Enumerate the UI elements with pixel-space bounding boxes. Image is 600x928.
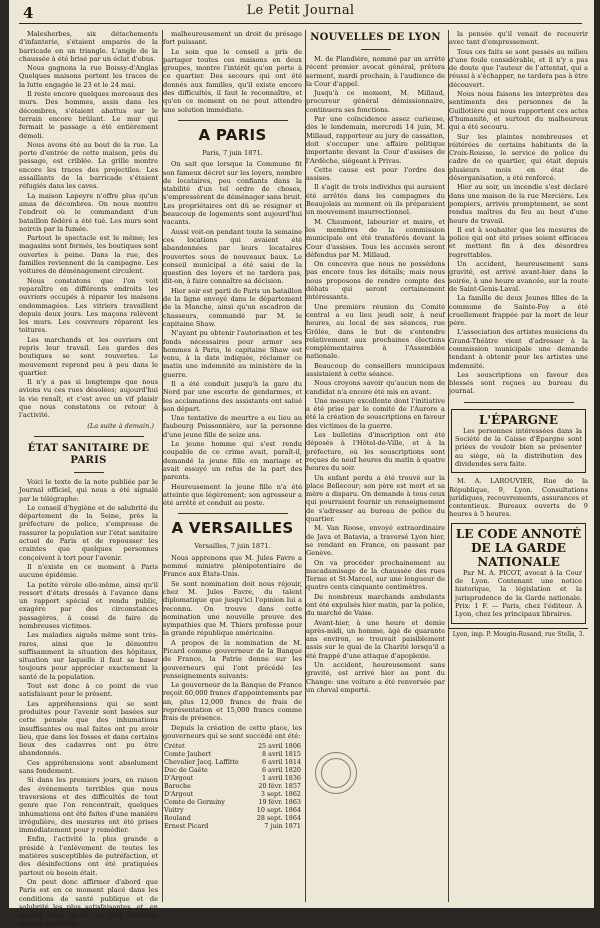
epargne-notice bbox=[451, 409, 586, 473]
governor-name: Baroche bbox=[164, 782, 191, 791]
paragraph: Nous nous faisons les interprètes des sentiments des personnes de la Guillotière qui nous rapportent ces actes d'humanité, et surtout du malheureux qui a été secouru. bbox=[449, 90, 588, 132]
paragraph: Un accident, heureusement sans gravité, est arrivé avant-hier dans la soirée, à une heure avancée, sur la route de Saint-Genis-Laval. bbox=[449, 260, 588, 293]
governor-row bbox=[163, 822, 302, 830]
paragraph: Se sont nomination doit nous réjouir, chez M. Jules Favre, du talent diplomatique que jusqu'ici l'opinion lui a reconnu. On trouve dans cette nomination une nouvelle preuve des sympathies que M. Thiers professe pour la grande république américaine. bbox=[163, 579, 302, 638]
paragraph: Le soin que le conseil a pris de partager toutes ces maisons en deux groupes, montre l'intérêt qu'on porte à ce quartier. Des secours qui ont été donnés aux familles, qu'il existe encore des difficultés, il faut le reconnaître, et qu'en ce moment on ne peut attendre une solution immédiate. bbox=[163, 47, 302, 114]
paragraph: Si dans les premiers jours, en raison des événements terribles que nous traversions et des difficultés de tout genre que l'on rencontrait, quelques inhumations ont été faites d'une manière irrégulière, des mesures ont été prises immédiatement pour y remédier. bbox=[19, 776, 158, 835]
paragraph: La maison Lapeyre n'offre plus qu'un amas de décombres. On nous montre l'endroit où le commandant d'un bataillon fédéré a été tué. Les murs sont noircis par la fumée. bbox=[19, 191, 158, 233]
governor-row bbox=[163, 742, 302, 750]
governor-row bbox=[163, 782, 302, 790]
paragraph: De nombreux marchands ambulants ont été expulsés hier matin, par la police, du marché de Vaise. bbox=[306, 592, 445, 618]
paragraph: Nous constatons que l'on voit reparaître en différents endroits les ouvriers occupés à réparer les maisons endommagées. Les vitriers travaillent depuis deux jours. Les maçons relèvent les murs. Les couvreurs réparent les toitures. bbox=[19, 276, 158, 335]
governor-name: Chevalier Jacq. Laffitte bbox=[164, 758, 239, 767]
governor-name: D'Argout bbox=[164, 774, 194, 783]
lyon-article bbox=[306, 55, 445, 694]
paragraph: Par une coïncidence assez curieuse, dès le lendemain, mercredi 14 juin, M. Millaud, rapporteur au jury de cassation, doit s'occuper une affaire politique importante devant la Cour d'assises de l'Ardèche, siégeant à Privas. bbox=[306, 115, 445, 165]
governor-row bbox=[163, 766, 302, 774]
paragraph: Les appréhensions qui se sont produites pour l'avenir sont basées sur cette pensée que des inhumations insuffisantes ou mal faites ont pu avoir lieu, que dans les fosses et dans certains lieux des cadavres ont pu être abandonnés. bbox=[19, 699, 158, 758]
governor-row bbox=[163, 798, 302, 806]
sanitaire-article bbox=[19, 478, 158, 928]
divider bbox=[361, 49, 391, 50]
paragraph: Le conseil d'hygiène et de salubrité du département de la Seine, près la préfecture de police, s'empresse de rassurer la population sur l'état sanitaire actuel de Paris et de repousser les craintes que quelques personnes conçoivent à tort pour l'avenir. bbox=[19, 503, 158, 562]
divider bbox=[34, 436, 144, 437]
divider bbox=[74, 472, 104, 473]
paragraph: Les bulletins d'inscription ont été déposés à l'Hôtel-de-Ville, et à la préfecture, où les souscriptions sont reçues de neuf heures du matin à quatre heures du soir. bbox=[306, 431, 445, 473]
intro-article bbox=[19, 30, 158, 420]
paragraph: M. Van Roose, envoyé extraordinaire de Java et Batavia, a traversé Lyon hier, se rendant en France, en passant par Genève. bbox=[306, 524, 445, 558]
governor-name: Comte de Germiny bbox=[164, 798, 225, 807]
masthead bbox=[19, 3, 582, 24]
paragraph: Les souscriptions en faveur des blessés sont reçues au bureau du journal. bbox=[449, 370, 588, 396]
section-heading-sanitaire: ÉTAT SANITAIRE DE PARIS bbox=[27, 442, 150, 466]
governor-name: Vuitry bbox=[164, 806, 184, 815]
governors-table bbox=[163, 742, 302, 830]
paragraph: Une première réunion du Comité central a eu lieu jeudi soir, à neuf heures, au local de ses séances, rue Grôlée, dans le but de s'entendre relativement aux prochaines élections complémentaires à l'Assemblée nationale. bbox=[306, 302, 445, 361]
governor-row bbox=[163, 750, 302, 758]
paragraph: L'association des artistes musiciens du Grand-Théâtre vient d'adresser à la commission municipale une demande tendant à obtenir pour les artistes une indemnité. bbox=[449, 328, 588, 370]
paragraph: On va procéder prochainement au macadamisage de la chaussée des rues Terme et St-Marcel, sur une longueur de quatre cents cinquante centimètres. bbox=[306, 558, 445, 592]
dateline-versailles: Versailles, 7 juin 1871. bbox=[194, 542, 271, 551]
paragraph: Sur les plaintes nombreuses et réitérées de certains habitants de la Croix-Rousse, le service de police du cadre de ce quartier, qui était depuis plusieurs mois en état de désorganisation, a été renforcé. bbox=[449, 132, 588, 183]
governor-date: 20 févr. 1857 bbox=[258, 782, 301, 791]
governor-date: 1 avril 1836 bbox=[262, 774, 301, 783]
paragraph: Un enfant perdu a été trouvé sur la place Bellecour; son père est mort et sa mère a disparu. On demande à tous ceux qui pourraient fournir un renseignement de s'adresser au bureau de police du quartier. bbox=[306, 473, 445, 524]
governor-date: 8 avril 1815 bbox=[262, 750, 301, 759]
paragraph: Nous apprenons que M. Jules Favre a nommé ministre plénipotentiaire de France aux États-Unis. bbox=[163, 553, 302, 579]
governor-name: Duc de Gaëte bbox=[164, 766, 208, 775]
paragraph: Nous gagnons la rue Boissy-d'Anglas Quelques maisons portent les traces de la lutte engagée le 23 et le 24 mai. bbox=[19, 64, 158, 89]
governor-name: Ernest Picard bbox=[164, 822, 209, 831]
governor-row bbox=[163, 806, 302, 814]
paragraph: Les marchands et les ouvriers ont repris leur travail. Les gardes des boutiques se sont rouvertes. Le mouvement reprend peu à peu dans le quartier. bbox=[19, 335, 158, 377]
divider bbox=[178, 513, 288, 514]
paragraph: Le gouverneur de la Banque de France reçoit 60,000 francs d'appointements par an, plus 12,000 francs de frais de représentation et 15,000 francs comme frais de présence. bbox=[163, 681, 302, 723]
versailles-article bbox=[163, 554, 302, 741]
paragraph: Il n'existe en ce moment à Paris aucune épidémie. bbox=[19, 562, 158, 580]
paragraph: Il a été conduit jusqu'à la gare du Nord par une escorte de gendarmes, et les acclamations des assistants ont salué son départ. bbox=[163, 379, 302, 413]
governor-date: 3 sept. 1862 bbox=[260, 790, 301, 799]
paragraph: Nous croyons savoir qu'aucun nom de candidat n'a encore été mis en avant. bbox=[306, 379, 445, 396]
governor-date: 28 sept. 1864 bbox=[256, 814, 301, 823]
paragraph: On sait que lorsque la Commune fit son fameux décret sur les loyers, nombre de locataires, peu confiants dans la stabilité d'un tel ordre de choses, s'empressèrent de déménager sans bruit. Les propriétaires ont dû se résigner et beaucoup de logements sont aujourd'hui vacants. bbox=[163, 160, 302, 227]
continued-article bbox=[163, 30, 302, 114]
paragraph: La petite vérole elle-même, ainsi qu'il ressort d'états dressés à l'avance dans un rapport spécial et rendu public, exagère par des circonstances passagères, à cessé de faire de nombreuses victimes. bbox=[19, 580, 158, 630]
paragraph: Partout le spectacle est le même; les magasins sont fermés, les boutiques sont ouvertes à peine. Dans la rue, des familles reviennent de la campagne. Les voitures de déménagement circulent. bbox=[19, 234, 158, 276]
paragraph: Les maladies aiguës même sont très-rares, ainsi que le démontre suffisamment la situation des hôpitaux, situation sur laquelle il faut se baser toujours pour apprécier exactement la santé de la population. bbox=[19, 631, 158, 681]
governor-date: 19 févr. 1863 bbox=[258, 798, 301, 807]
printer-footer: Lyon, imp. P. Mougin-Rusand, rue Stella, 3. bbox=[449, 628, 588, 639]
paragraph: Jusqu'à ce moment, M. Millaud, procureur général démissionnaire, continuera ses fonctions. bbox=[306, 89, 445, 114]
paragraph: N'ayant pu obtenir l'autorisation et les fonds nécessaires pour armer ses hommes à Paris, le capitaine Shaw est venu, à la date indiquée, réclamer ce matin une indemnité au ministère de la guerre. bbox=[163, 329, 302, 379]
governor-row bbox=[163, 814, 302, 822]
epargne-text: Les personnes intéressées dans la Société de la Caisse d'Épargne sont priées de vouloir bien se présenter au siège, où la distribution des dividendes sera faite. bbox=[455, 426, 582, 468]
governor-row bbox=[163, 758, 302, 766]
paragraph: Beaucoup de conseillers municipaux assistaient à cette séance. bbox=[306, 361, 445, 378]
paragraph: Nous avons été au bout de la rue. La porte d'entrée de cette maison, près du passage, est criblée. La grille montre encore les traces des projectiles. Les assaillants de la barricade s'étaient réfugiés dans les caves. bbox=[19, 140, 158, 191]
larouvier-notice: M. A. LAROUVIER, Rue de la République, 9, Lyon. Consultations juridiques, recouvrements, assurances et contentieux. Bureaux ouverts de 9 heures à 5 heures. bbox=[449, 477, 588, 519]
section-heading-lyon: NOUVELLES DE LYON bbox=[310, 32, 441, 43]
paris-article bbox=[163, 160, 302, 507]
article-signature: (La suite à demain.) bbox=[87, 421, 154, 430]
paragraph: Il reste encore quelques morceaux des murs. Des hommes, assis dans les décombres, s'étaient abattus sur le terrain encore brûlant. Le mur qui fermait le passage a été entièrement démoli. bbox=[19, 90, 158, 140]
governor-date: 6 avril 1820 bbox=[262, 766, 301, 775]
governor-row bbox=[163, 774, 302, 782]
newspaper-page bbox=[9, 0, 594, 928]
section-heading-paris: A PARIS bbox=[198, 125, 267, 144]
code-annote-title: LE CODE ANNOTÉ DE LA GARDE NATIONALE bbox=[455, 526, 582, 569]
governor-date: 7 juin 1871 bbox=[264, 822, 301, 831]
column-1 bbox=[19, 30, 158, 928]
governor-name: D'Argout bbox=[164, 790, 194, 799]
paragraph: On concevra que nous ne possédons pas encore tous les détails; mais nous nous proposons de rendre compte des débats qui seront certainement intéressants. bbox=[306, 260, 445, 302]
paragraph: Tous ces faits se sont passés au milieu d'une foule considérable, et il n'y a pas de doute que l'auteur de l'attentat, qui a réussi à s'échapper, ne tardera pas à être découvert. bbox=[449, 47, 588, 89]
paragraph: la pensée qu'il venait de recouvrir avec tant d'empressement. bbox=[449, 30, 588, 47]
paragraph: Il est à souhaiter que les mesures de police qui ont été prises soient efficaces et mettent fin à des désordres regrettables. bbox=[449, 225, 588, 259]
page-number: 4 bbox=[23, 4, 34, 22]
governor-name: Rouland bbox=[164, 814, 191, 823]
paragraph: Une mesure excellente dont l'initiative a été prise par le comité de l'Aurore a été la création de souscriptions en faveur des victimes de la guerre. bbox=[306, 396, 445, 430]
paragraph: M. de Plandière, nommé par un arrêté récent premier avocat général, prêtera serment, mardi prochain, à l'audience de la Cour d'appel. bbox=[306, 55, 445, 88]
governor-row bbox=[163, 790, 302, 798]
dateline-paris: Paris, 7 juin 1871. bbox=[202, 148, 263, 157]
paragraph: A propos de la nomination de M. Picard comme gouverneur de la Banque de France, la Patrie donne sur les gouverneurs qui l'ont précédé les renseignements suivants: bbox=[163, 638, 302, 680]
paragraph: Une tentative de meurtre a eu lieu au faubourg Poissonnière, sur la personne d'une jeune fille de seize ans. bbox=[163, 414, 302, 439]
section-heading-versailles: A VERSAILLES bbox=[171, 519, 294, 538]
paragraph: Il s'agit de trois individus qui auraient été arrêtés dans les campagnes du Beaujolais au moment où ils préparaient un mouvement insurrectionnel. bbox=[306, 183, 445, 217]
paragraph: Le jeune homme qui s'est rendu coupable de ce crime avait, paraît-il, demandé la jeune fille en mariage et avait essuyé un refus de la part des parents. bbox=[163, 440, 302, 482]
divider bbox=[464, 402, 574, 403]
paragraph: Un accident, heureusement sans gravité, est arrivé hier au pont du Change: une voiture a été renversée par un cheval emporté. bbox=[306, 661, 445, 694]
paragraph: On peut donc affirmer d'abord que Paris est en ce moment placé dans les conditions de santé publique et de salubrité les plus satisfaisantes, et, en second lieu, qu'on ne doit redouter aucune épidémie. bbox=[19, 877, 158, 928]
paragraph: La famille de deux Jeunes filles de la commune de Sainte-Foy a été cruellement frappée par la mort de leur père. bbox=[449, 294, 588, 328]
paragraph: Aussi voit-on pendant toute la semaine ces locations qui avaient été abandonnées par leurs locataires rouvertes sous de nouveaux baux. Le conseil municipal a été saisi de la question des loyers et ne tardera pas, dit-on, à faire connaître sa décision. bbox=[163, 227, 302, 286]
library-stamp bbox=[315, 752, 357, 794]
divider bbox=[178, 120, 288, 121]
paragraph: Avant-hier, à une heure et demie après-midi, un homme, âgé de quarante ans environ, se trouvait paisiblement assis sur le quai de la Charité lorsqu'il a été frappé d'une attaque d'apoplexie. bbox=[306, 618, 445, 660]
paragraph: Cette cause est pour l'ordre des assises. bbox=[306, 165, 445, 183]
paragraph: Hier soir est parti de Paris un bataillon de la ligne envoyé dans le département de la Manche, ainsi qu'un escadron de chasseurs, commandé par M. le capitaine Shaw. bbox=[163, 286, 302, 328]
column-2 bbox=[163, 30, 302, 900]
paragraph: Voici le texte de la note publiée par le Journal officiel, qui nous a été signalé par le télégraphe: bbox=[19, 477, 158, 503]
governor-name: Comte Jaubert bbox=[164, 750, 212, 759]
governor-date: 6 avril 1814 bbox=[262, 758, 301, 767]
governor-date: 25 avril 1806 bbox=[257, 742, 301, 751]
code-annote-advert bbox=[451, 523, 586, 624]
paragraph: Enfin, l'activité la plus grande a présidé à l'enlèvement de toutes les matières susceptibles de putréfaction, et des désinfections ont été pratiquées partout où besoin était. bbox=[19, 835, 158, 877]
paragraph: Depuis la création de cette place, les gouverneurs qui se sont succédé ont été: bbox=[163, 723, 302, 740]
paragraph: Tout est donc à ce point de vue satisfaisant pour le présent. bbox=[19, 682, 158, 699]
code-annote-text: Par M. A. PICOT, avocat à la Cour de Lyon. Contenant une notice historique, la législation et la jurisprudence de la Garde nationale. Prix: 1 F. — Paris, chez l'éditeur. À Lyon, chez les principaux libraires. bbox=[455, 568, 582, 619]
epargne-title: L'ÉPARGNE bbox=[478, 412, 559, 427]
paragraph: M. Chaumont, labourier et maire, et les membres de la commission municipale ont été transférés devant la Cour d'assises. Tous les accusés seront défendus par M. Millaud. bbox=[306, 217, 445, 259]
governor-date: 10 sept. 1864 bbox=[256, 806, 301, 815]
paragraph: Malesherbes, six détachements d'infanterie, s'étaient emparés de la barricade en un triangle. L'angle de la chaussée à été brisé par un éclat d'obus. bbox=[19, 30, 158, 63]
column-4 bbox=[449, 30, 588, 900]
paragraph: malheureusement un droit de présage fort puissant. bbox=[163, 30, 302, 47]
lyon-article-continued bbox=[449, 30, 588, 396]
paragraph: Heureusement la jeune fille n'a été atteinte que légèrement; son agresseur a été arrêté et conduit au poste. bbox=[163, 482, 302, 508]
paragraph: Il n'y a pas si longtemps que nous avions vu ces rues désolées; aujourd'hui la vie renaît, et c'est avec un vif plaisir que nous constatons ce retour à l'activité. bbox=[19, 378, 158, 420]
governor-name: Crétet bbox=[164, 742, 185, 751]
paragraph: Hier au soir, un incendie s'est déclaré dans une maison de la rue Mercière. Les pompiers, arrivés promptement, se sont rendus maîtres du feu au bout d'une heure de travail. bbox=[449, 183, 588, 225]
newspaper-title: Le Petit Journal bbox=[246, 3, 355, 18]
paragraph: Ces appréhensions sont absolument sans fondement. bbox=[19, 758, 158, 776]
